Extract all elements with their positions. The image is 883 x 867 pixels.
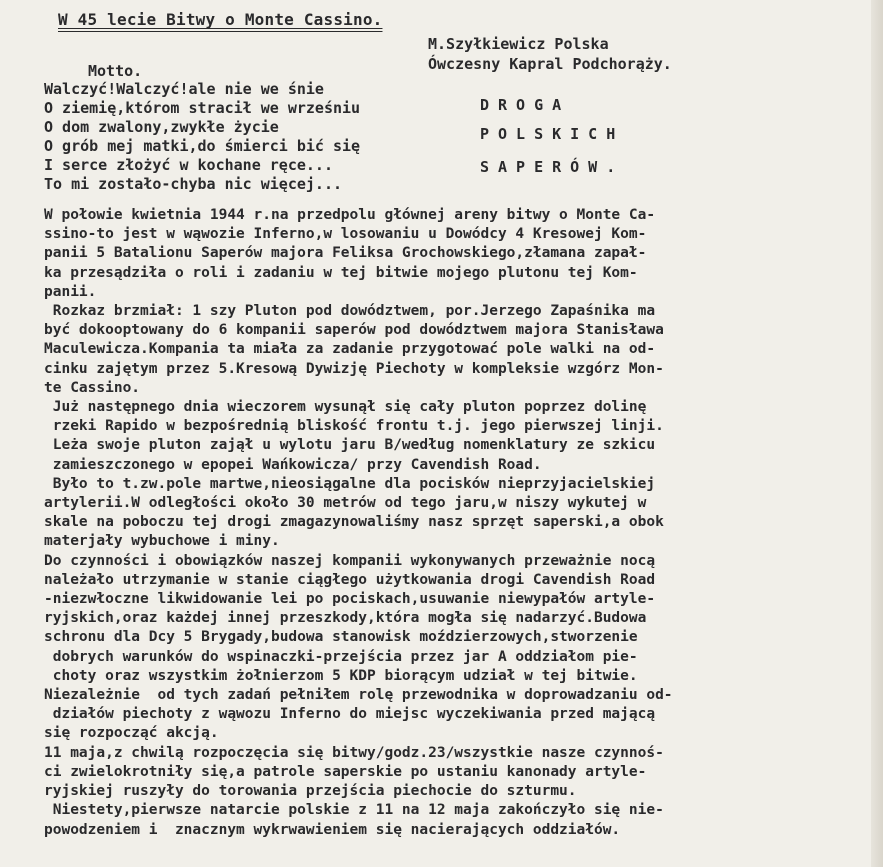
body-line: Do czynności i obowiązków naszej kompanii wykonywanych przeważnie nocą (44, 552, 656, 569)
side-title-line-2: POLSKICH (480, 125, 625, 143)
motto-line: O ziemię,którom stracił we wrześniu (44, 99, 361, 117)
body-line: się rozpocząć akcją. (44, 725, 219, 742)
body-line: panii 5 Batalionu Saperów majora Feliksa Grochowskiego,złamana zapał- (44, 245, 647, 262)
body-line: schronu dla Dcy 5 Brygady,budowa stanowisk moździerzowych,stworzenie (44, 629, 638, 646)
body-line: być dokooptowany do 6 kompanii saperów pod dowództwem majora Stanisława (44, 322, 664, 339)
body-line: W połowie kwietnia 1944 r.na przedpolu głównej areny bitwy o Monte Ca- (44, 207, 656, 223)
author-rank: Ówczesny Kapral Podchorąży. (428, 55, 672, 73)
motto-line: O grób mej matki,do śmierci bić się (44, 137, 361, 155)
body-line: skale na poboczu tej drogi zmagazynowaliśmy nasz sprzęt saperski,a obok (44, 514, 664, 531)
body-line: panii. (44, 283, 97, 300)
body-line: Już następnego dnia wieczorem wysunął się cały pluton poprzez dolinę (44, 399, 647, 416)
body-line: Rozkaz brzmiał: 1 szy Pluton pod dowództwem, por.Jerzego Zapaśnika ma (44, 303, 656, 320)
body-line: artylerii.W odległości około 30 metrów od tego jaru,w niszy wykutej w (44, 495, 647, 512)
article-body (44, 206, 874, 840)
body-line: zamieszczonego w epopei Wańkowicza/ przy Cavendish Road. (44, 456, 542, 473)
body-line: dobrych warunków do wspinaczki-przejścia przez jar A oddziałom pie- (44, 648, 638, 665)
side-title-line-3: SAPERÓW. (480, 158, 625, 176)
body-line: ci zwielokrotniły się,a patrole saperskie po ustaniu kanonady artyle- (44, 763, 647, 780)
body-line: ka przesądziła o roli i zadaniu w tej bitwie mojego plutonu tej Kom- (44, 264, 638, 281)
motto-line: O dom zwalony,zwykłe życie (44, 118, 279, 136)
side-title-line-1: DROGA (480, 96, 571, 114)
motto-line: To mi zostało-chyba nic więcej... (44, 175, 343, 193)
body-line: Maculewicza.Kompania ta miała za zadanie przygotować pole walki na od- (44, 341, 656, 358)
body-line: cinku zajętym przez 5.Kresową Dywizję Piechoty w kompleksie wzgórz Mon- (44, 360, 664, 377)
body-line: Leża swoje pluton zajął u wylotu jaru B/według nomenklatury ze szkicu (44, 437, 656, 454)
body-line: ryjskich,oraz każdej innej przeszkody,która mogła się nadarzyć.Budowa (44, 610, 647, 627)
body-line: Niezależnie od tych zadań pełniłem rolę przewodnika w doprowadzaniu od- (44, 687, 673, 704)
body-line: materjały wybuchowe i miny. (44, 533, 280, 550)
body-line: Niestety,pierwsze natarcie polskie z 11 na 12 maja zakończyło się nie- (44, 802, 664, 819)
body-line: ssino-to jest w wąwozie Inferno,w losowaniu u Dowódcy 4 Kresowej Kom- (44, 226, 647, 243)
document-title: W 45 lecie Bitwy o Monte Cassino. (58, 10, 383, 29)
page-edge (871, 0, 883, 867)
motto-poem (44, 80, 360, 194)
body-line: Było to t.zw.pole martwe,nieosiągalne dla pocisków nieprzyjacielskiej (44, 475, 656, 492)
motto-line: Walczyć!Walczyć!ale nie we śnie (44, 80, 324, 98)
motto-line: I serce złożyć w kochane ręce... (44, 156, 333, 174)
body-line: powodzeniem i znacznym wykrwawieniem się nacierających oddziałów. (44, 821, 621, 838)
body-line: działów piechoty z wąwozu Inferno do miejsc wyczekiwania przed mającą (44, 706, 656, 723)
body-line: -niezwłoczne likwidowanie lei po pociskach,usuwanie niewypałów artyle- (44, 591, 656, 608)
body-line: należało utrzymanie w stanie ciągłego użytkowania drogi Cavendish Road (44, 571, 656, 588)
motto-label: Motto. (88, 62, 143, 80)
body-line: rzeki Rapido w bezpośrednią bliskość frontu t.j. jego pierwszej linji. (44, 418, 664, 435)
body-line: 11 maja,z chwilą rozpoczęcia się bitwy/godz.23/wszystkie nasze czynnoś- (44, 744, 664, 761)
author-name: M.Szyłkiewicz Polska (428, 35, 609, 53)
body-line: te Cassino. (44, 379, 141, 396)
author-block (428, 34, 672, 74)
body-line: choty oraz wszystkim żołnierzom 5 KDP biorącym udział w tej bitwie. (44, 667, 638, 684)
body-line: ryjskiej ruszyły do torowania przejścia piechocie do szturmu. (44, 783, 577, 800)
